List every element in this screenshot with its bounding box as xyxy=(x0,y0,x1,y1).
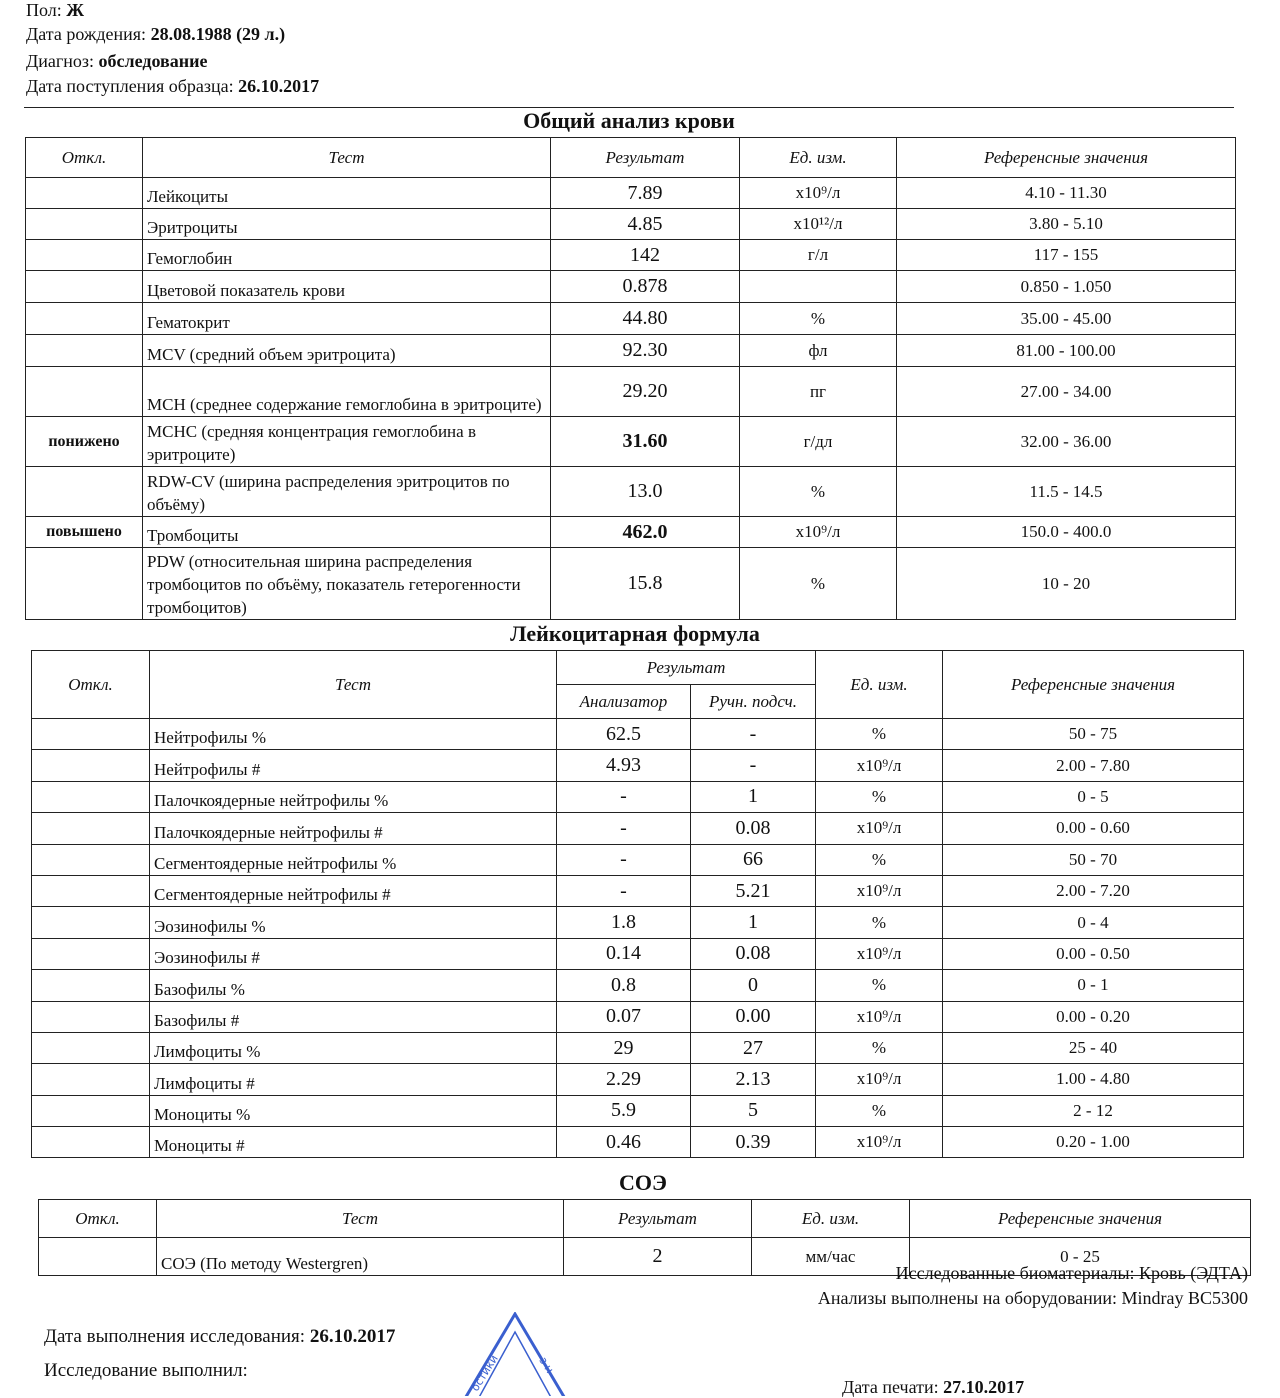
diff-test-cell: Базофилы % xyxy=(150,970,557,1001)
cbc-result-cell: 29.20 xyxy=(551,367,740,417)
diff-analyzer-cell: - xyxy=(557,875,691,906)
cbc-test-cell: PDW (относительная ширина распределения тромбоцитов по объёму, показатель гетерогенности тромбоцитов) xyxy=(143,548,551,620)
cbc-flag-cell xyxy=(26,467,143,517)
cbc-row xyxy=(26,178,1236,209)
cbc-result-cell: 31.60 xyxy=(551,417,740,467)
diff-test-cell: Палочкоядерные нейтрофилы % xyxy=(150,781,557,812)
diff-test-cell: Лимфоциты # xyxy=(150,1064,557,1095)
diff-analyzer-cell: 2.29 xyxy=(557,1064,691,1095)
diff-ref-cell: 0.00 - 0.50 xyxy=(943,938,1244,969)
diagnosis-label: Диагноз: xyxy=(26,51,95,71)
diff-analyzer-cell: 0.46 xyxy=(557,1127,691,1158)
cbc-header-test: Тест xyxy=(143,138,551,178)
esr-header-unit: Ед. изм. xyxy=(752,1200,910,1238)
cbc-flag-cell xyxy=(26,303,143,335)
cbc-flag-cell xyxy=(26,240,143,271)
diff-analyzer-cell: - xyxy=(557,781,691,812)
diff-flag-cell xyxy=(32,1064,150,1095)
diff-unit-cell: % xyxy=(816,970,943,1001)
diff-row xyxy=(32,719,1244,750)
print-date-value: 27.10.2017 xyxy=(943,1377,1025,1397)
diff-ref-cell: 2.00 - 7.80 xyxy=(943,750,1244,781)
done-date-label: Дата выполнения исследования: xyxy=(44,1326,306,1347)
sex-label: Пол: xyxy=(26,0,62,20)
cbc-ref-cell: 150.0 - 400.0 xyxy=(897,517,1236,548)
diff-row xyxy=(32,1127,1244,1158)
cbc-ref-cell: 117 - 155 xyxy=(897,240,1236,271)
diff-row xyxy=(32,1001,1244,1032)
diff-flag-cell xyxy=(32,719,150,750)
cbc-test-cell: Цветовой показатель крови xyxy=(143,271,551,303)
diff-title: Лейкоцитарная формула xyxy=(510,621,760,646)
cbc-ref-cell: 10 - 20 xyxy=(897,548,1236,620)
diff-ref-cell: 2 - 12 xyxy=(943,1095,1244,1126)
esr-header-flag: Откл. xyxy=(39,1200,157,1238)
cbc-ref-cell: 11.5 - 14.5 xyxy=(897,467,1236,517)
cbc-title: Общий анализ крови xyxy=(523,108,735,133)
cbc-flag-cell: повышено xyxy=(26,517,143,548)
print-date-line xyxy=(842,1377,1024,1398)
diff-test-cell: Сегментоядерные нейтрофилы % xyxy=(150,844,557,875)
done-date-line xyxy=(44,1326,395,1348)
cbc-result-cell: 0.878 xyxy=(551,271,740,303)
diff-test-cell: Сегментоядерные нейтрофилы # xyxy=(150,875,557,906)
cbc-row xyxy=(26,209,1236,240)
diff-manual-cell: 0 xyxy=(691,970,816,1001)
diff-unit-cell: % xyxy=(816,781,943,812)
dob-value: 28.08.1988 (29 л.) xyxy=(150,24,286,44)
cbc-row xyxy=(26,271,1236,303)
cbc-row xyxy=(26,367,1236,417)
cbc-test-cell: Эритроциты xyxy=(143,209,551,240)
cbc-ref-cell: 81.00 - 100.00 xyxy=(897,335,1236,367)
diff-flag-cell xyxy=(32,813,150,844)
cbc-row xyxy=(26,240,1236,271)
esr-header-test: Тест xyxy=(157,1200,564,1238)
cbc-ref-cell: 32.00 - 36.00 xyxy=(897,417,1236,467)
diff-manual-cell: 0.08 xyxy=(691,938,816,969)
cbc-test-cell: Гемоглобин xyxy=(143,240,551,271)
diff-flag-cell xyxy=(32,1032,150,1063)
diff-ref-cell: 2.00 - 7.20 xyxy=(943,875,1244,906)
diff-manual-cell: 1 xyxy=(691,781,816,812)
cbc-ref-cell: 27.00 - 34.00 xyxy=(897,367,1236,417)
cbc-flag-cell: понижено xyxy=(26,417,143,467)
diff-unit-cell: % xyxy=(816,719,943,750)
cbc-ref-cell: 4.10 - 11.30 xyxy=(897,178,1236,209)
diff-unit-cell: % xyxy=(816,1032,943,1063)
cbc-unit-cell: г/дл xyxy=(740,417,897,467)
cbc-result-cell: 4.85 xyxy=(551,209,740,240)
cbc-unit-cell: % xyxy=(740,548,897,620)
print-date-label: Дата печати: xyxy=(842,1377,939,1397)
diff-analyzer-cell: 29 xyxy=(557,1032,691,1063)
diff-row xyxy=(32,813,1244,844)
cbc-ref-cell: 3.80 - 5.10 xyxy=(897,209,1236,240)
cbc-result-cell: 7.89 xyxy=(551,178,740,209)
diff-header-unit: Ед. изм. xyxy=(816,651,943,719)
esr-header-result: Результат xyxy=(564,1200,752,1238)
diff-row xyxy=(32,781,1244,812)
cbc-table xyxy=(25,137,1236,620)
cbc-flag-cell xyxy=(26,271,143,303)
diff-test-cell: Моноциты # xyxy=(150,1127,557,1158)
diff-unit-cell: x10⁹/л xyxy=(816,1127,943,1158)
cbc-unit-cell: пг xyxy=(740,367,897,417)
diff-analyzer-cell: 4.93 xyxy=(557,750,691,781)
cbc-ref-cell: 35.00 - 45.00 xyxy=(897,303,1236,335)
diff-row xyxy=(32,1064,1244,1095)
diff-analyzer-cell: 62.5 xyxy=(557,719,691,750)
diff-ref-cell: 0.00 - 0.20 xyxy=(943,1001,1244,1032)
diff-ref-cell: 50 - 70 xyxy=(943,844,1244,875)
diff-ref-cell: 0.00 - 0.60 xyxy=(943,813,1244,844)
diff-ref-cell: 0 - 5 xyxy=(943,781,1244,812)
diff-flag-cell xyxy=(32,750,150,781)
diff-analyzer-cell: - xyxy=(557,844,691,875)
esr-title: СОЭ xyxy=(619,1170,667,1195)
dob-line xyxy=(26,24,285,45)
cbc-test-cell: Лейкоциты xyxy=(143,178,551,209)
diff-test-cell: Эозинофилы # xyxy=(150,938,557,969)
diff-flag-cell xyxy=(32,1127,150,1158)
cbc-flag-cell xyxy=(26,548,143,620)
diff-manual-cell: 5 xyxy=(691,1095,816,1126)
diff-header-manual: Ручн. подсч. xyxy=(691,685,816,719)
cbc-ref-cell: 0.850 - 1.050 xyxy=(897,271,1236,303)
diff-test-cell: Лимфоциты % xyxy=(150,1032,557,1063)
cbc-result-cell: 462.0 xyxy=(551,517,740,548)
sex-line xyxy=(26,0,84,21)
diff-header-result: Результат xyxy=(557,651,816,685)
cbc-test-cell: MCHC (средняя концентрация гемоглобина в эритроците) xyxy=(143,417,551,467)
dob-label: Дата рождения: xyxy=(26,24,147,44)
diff-manual-cell: 0.08 xyxy=(691,813,816,844)
diff-manual-cell: 1 xyxy=(691,907,816,938)
cbc-flag-cell xyxy=(26,209,143,240)
diff-analyzer-cell: 0.14 xyxy=(557,938,691,969)
cbc-unit-cell: % xyxy=(740,303,897,335)
esr-header-ref: Референсные значения xyxy=(910,1200,1251,1238)
diff-analyzer-cell: 0.8 xyxy=(557,970,691,1001)
diff-unit-cell: x10⁹/л xyxy=(816,1001,943,1032)
cbc-flag-cell xyxy=(26,178,143,209)
cbc-header-result: Результат xyxy=(551,138,740,178)
diff-flag-cell xyxy=(32,781,150,812)
diff-manual-cell: 27 xyxy=(691,1032,816,1063)
diff-row xyxy=(32,1032,1244,1063)
cbc-row xyxy=(26,517,1236,548)
diff-unit-cell: x10⁹/л xyxy=(816,938,943,969)
cbc-unit-cell xyxy=(740,271,897,303)
diff-analyzer-cell: - xyxy=(557,813,691,844)
diff-analyzer-cell: 0.07 xyxy=(557,1001,691,1032)
cbc-header-unit: Ед. изм. xyxy=(740,138,897,178)
cbc-row xyxy=(26,417,1236,467)
diff-flag-cell xyxy=(32,844,150,875)
diff-row xyxy=(32,875,1244,906)
diff-flag-cell xyxy=(32,907,150,938)
diff-header-ref: Референсные значения xyxy=(943,651,1244,719)
cbc-result-cell: 142 xyxy=(551,240,740,271)
diff-row xyxy=(32,970,1244,1001)
diff-test-cell: Палочкоядерные нейтрофилы # xyxy=(150,813,557,844)
diff-row xyxy=(32,907,1244,938)
diff-ref-cell: 0 - 1 xyxy=(943,970,1244,1001)
cbc-unit-cell: x10⁹/л xyxy=(740,178,897,209)
stamp-fragment: з н xyxy=(536,1354,557,1376)
diff-test-cell: Эозинофилы % xyxy=(150,907,557,938)
cbc-test-cell: MCH (среднее содержание гемоглобина в эритроците) xyxy=(143,367,551,417)
stamp-triangle xyxy=(455,1312,575,1396)
stamp-text: остики xyxy=(468,1352,501,1394)
diff-manual-cell: 0.39 xyxy=(691,1127,816,1158)
diff-unit-cell: x10⁹/л xyxy=(816,813,943,844)
done-date-value: 26.10.2017 xyxy=(309,1326,396,1347)
diff-manual-cell: - xyxy=(691,750,816,781)
diff-unit-cell: x10⁹/л xyxy=(816,875,943,906)
diff-header-analyzer: Анализатор xyxy=(557,685,691,719)
diff-manual-cell: 2.13 xyxy=(691,1064,816,1095)
diff-row xyxy=(32,938,1244,969)
cbc-result-cell: 92.30 xyxy=(551,335,740,367)
esr-test-cell: СОЭ (По методу Westergren) xyxy=(157,1238,564,1276)
cbc-unit-cell: г/л xyxy=(740,240,897,271)
esr-flag-cell xyxy=(39,1238,157,1276)
diff-flag-cell xyxy=(32,938,150,969)
cbc-test-cell: Гематокрит xyxy=(143,303,551,335)
sample-date-line xyxy=(26,76,319,97)
diff-analyzer-cell: 1.8 xyxy=(557,907,691,938)
diff-manual-cell: 66 xyxy=(691,844,816,875)
sample-date-value: 26.10.2017 xyxy=(238,76,320,96)
esr-result-cell: 2 xyxy=(564,1238,752,1276)
diff-row xyxy=(32,844,1244,875)
cbc-result-cell: 13.0 xyxy=(551,467,740,517)
diff-test-cell: Нейтрофилы % xyxy=(150,719,557,750)
esr-unit-cell: мм/час xyxy=(752,1238,910,1276)
cbc-result-cell: 44.80 xyxy=(551,303,740,335)
diff-row xyxy=(32,1095,1244,1126)
cbc-row xyxy=(26,335,1236,367)
sample-date-label: Дата поступления образца: xyxy=(26,76,234,96)
diff-test-cell: Базофилы # xyxy=(150,1001,557,1032)
diff-manual-cell: 5.21 xyxy=(691,875,816,906)
diff-unit-cell: x10⁹/л xyxy=(816,1064,943,1095)
diff-test-cell: Моноциты % xyxy=(150,1095,557,1126)
diff-header-flag: Откл. xyxy=(32,651,150,719)
cbc-result-cell: 15.8 xyxy=(551,548,740,620)
diff-unit-cell: % xyxy=(816,844,943,875)
diagnosis-line xyxy=(26,51,207,72)
cbc-header-ref: Референсные значения xyxy=(897,138,1236,178)
diff-row xyxy=(32,750,1244,781)
cbc-flag-cell xyxy=(26,367,143,417)
cbc-test-cell: Тромбоциты xyxy=(143,517,551,548)
diff-manual-cell: - xyxy=(691,719,816,750)
diff-ref-cell: 0 - 4 xyxy=(943,907,1244,938)
performed-by-line: Исследование выполнил: xyxy=(44,1360,248,1381)
cbc-row xyxy=(26,467,1236,517)
diff-unit-cell: x10⁹/л xyxy=(816,750,943,781)
cbc-flag-cell xyxy=(26,335,143,367)
cbc-header-flag: Откл. xyxy=(26,138,143,178)
diff-flag-cell xyxy=(32,970,150,1001)
diff-flag-cell xyxy=(32,875,150,906)
cbc-row xyxy=(26,548,1236,620)
diff-analyzer-cell: 5.9 xyxy=(557,1095,691,1126)
cbc-unit-cell: x10⁹/л xyxy=(740,517,897,548)
cbc-unit-cell: x10¹²/л xyxy=(740,209,897,240)
diagnosis-value: обследование xyxy=(98,51,208,71)
cbc-test-cell: MCV (средний объем эритроцита) xyxy=(143,335,551,367)
diff-header-test: Тест xyxy=(150,651,557,719)
diff-test-cell: Нейтрофилы # xyxy=(150,750,557,781)
cbc-test-cell: RDW-CV (ширина распределения эритроцитов по объёму) xyxy=(143,467,551,517)
diff-unit-cell: % xyxy=(816,907,943,938)
biomaterial-note: Исследованные биоматериалы: Кровь (ЭДТА) xyxy=(895,1263,1248,1283)
diff-flag-cell xyxy=(32,1095,150,1126)
diff-ref-cell: 25 - 40 xyxy=(943,1032,1244,1063)
diff-ref-cell: 1.00 - 4.80 xyxy=(943,1064,1244,1095)
cbc-unit-cell: % xyxy=(740,467,897,517)
diff-ref-cell: 0.20 - 1.00 xyxy=(943,1127,1244,1158)
diff-unit-cell: % xyxy=(816,1095,943,1126)
diff-manual-cell: 0.00 xyxy=(691,1001,816,1032)
diff-table xyxy=(31,650,1244,1158)
diff-flag-cell xyxy=(32,1001,150,1032)
cbc-unit-cell: фл xyxy=(740,335,897,367)
equipment-note: Анализы выполнены на оборудовании: Mindray BC5300 xyxy=(817,1288,1248,1308)
sex-value: Ж xyxy=(66,0,85,20)
cbc-row xyxy=(26,303,1236,335)
esr-ref-cell: 0 - 25 xyxy=(910,1238,1251,1276)
diff-ref-cell: 50 - 75 xyxy=(943,719,1244,750)
